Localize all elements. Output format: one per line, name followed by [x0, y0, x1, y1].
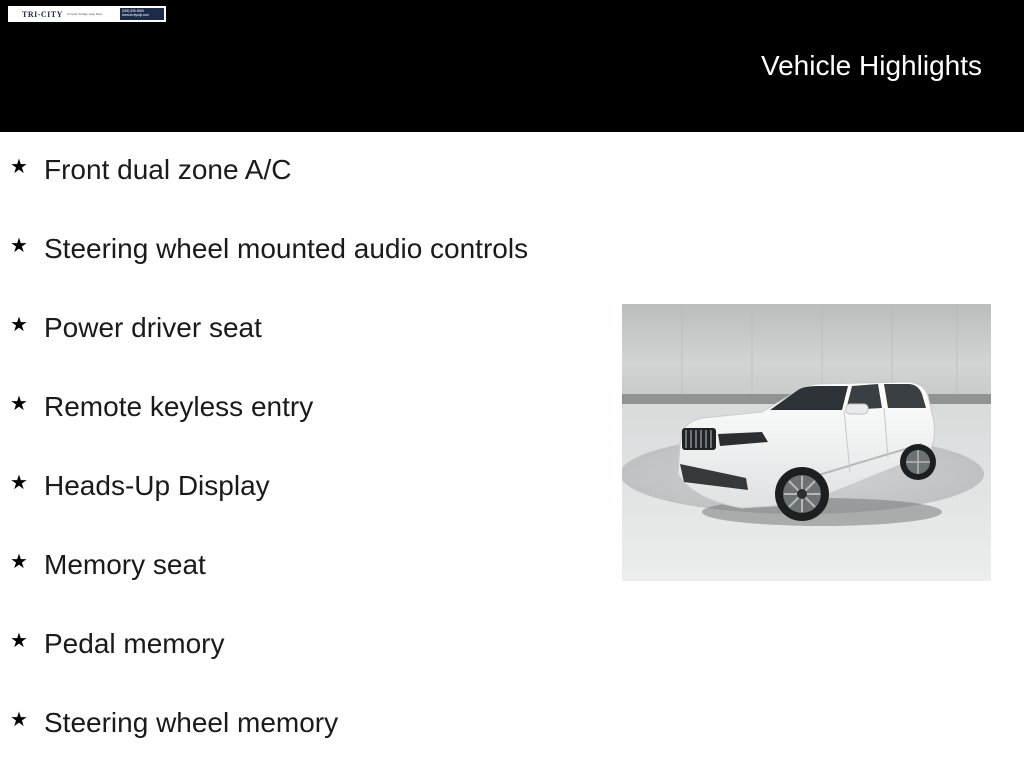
highlight-label: Power driver seat	[44, 312, 262, 343]
logo-contact	[120, 8, 164, 20]
highlight-label: Steering wheel memory	[44, 707, 339, 738]
logo-contact-phone: (555) 555-5555	[122, 9, 144, 13]
highlight-label: Pedal memory	[44, 628, 225, 659]
dealer-logo[interactable]	[8, 6, 166, 22]
star-icon: ★	[10, 470, 28, 494]
logo-tagline: Chrysler Dodge Jeep Ram	[66, 12, 103, 16]
logo-brand: TRI-CITY	[22, 9, 63, 19]
star-icon: ★	[10, 312, 28, 336]
star-icon: ★	[10, 391, 28, 415]
list-item	[10, 229, 528, 308]
list-item	[10, 703, 528, 768]
list-item	[10, 466, 528, 545]
list-item	[10, 387, 528, 466]
header-band	[0, 0, 1024, 132]
list-item	[10, 308, 528, 387]
star-icon: ★	[10, 628, 28, 652]
star-icon: ★	[10, 549, 28, 573]
highlights-list	[10, 150, 528, 768]
vehicle-photo	[622, 304, 991, 581]
page-title: Vehicle Highlights	[760, 50, 982, 81]
list-item	[10, 545, 528, 624]
highlight-label: Heads-Up Display	[44, 470, 270, 501]
logo-contact-web: www.tricitycdjr.com	[122, 12, 149, 17]
highlight-label: Memory seat	[44, 549, 206, 580]
list-item	[10, 150, 528, 229]
star-icon: ★	[10, 707, 28, 731]
star-icon: ★	[10, 154, 28, 178]
suv-image	[622, 304, 991, 581]
highlight-label: Front dual zone A/C	[44, 154, 292, 185]
list-item	[10, 624, 528, 703]
star-icon: ★	[10, 233, 28, 257]
highlight-label: Remote keyless entry	[44, 391, 314, 422]
highlight-label: Steering wheel mounted audio controls	[44, 233, 529, 264]
